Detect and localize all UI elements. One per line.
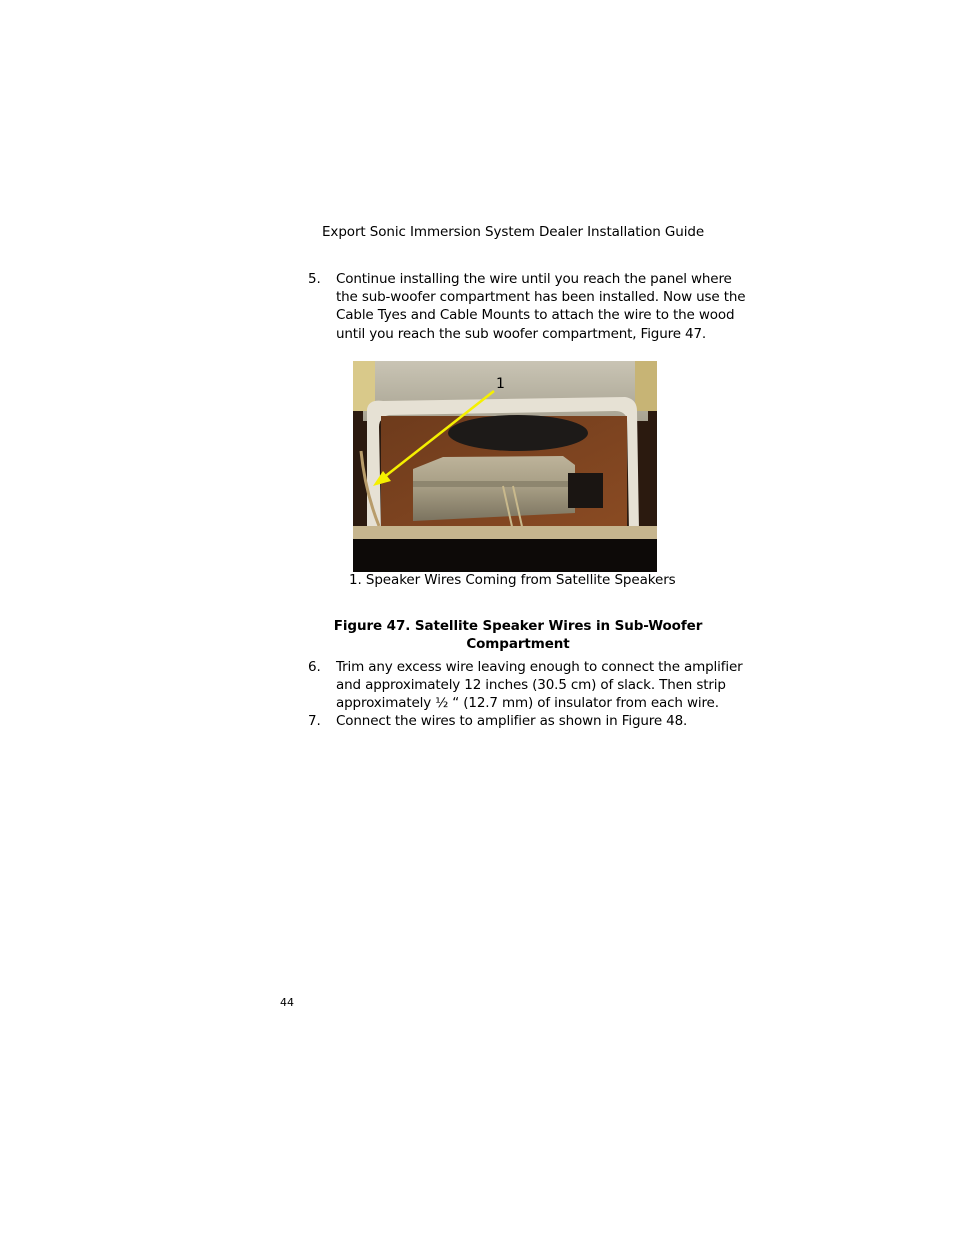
step-5 xyxy=(308,270,746,343)
step-line: Cable Tyes and Cable Mounts to attach the wire to the wood xyxy=(336,307,735,324)
running-header: Export Sonic Immersion System Dealer Installation Guide xyxy=(322,224,705,240)
figure-title xyxy=(318,617,718,653)
callout-label: 1 xyxy=(496,376,505,392)
step-6 xyxy=(308,658,743,713)
step-line: until you reach the sub woofer compartment, Figure 47. xyxy=(336,325,707,342)
step-line: Trim any excess wire leaving enough to connect the amplifier xyxy=(336,659,743,675)
figure-title-line: Compartment xyxy=(466,636,570,652)
page-number: 44 xyxy=(280,996,294,1009)
step-number: 5. xyxy=(308,271,321,287)
step-text xyxy=(336,658,743,713)
figure-title-line: Figure 47. Satellite Speaker Wires in Sub-Woofer xyxy=(333,618,703,634)
step-7 xyxy=(308,712,736,730)
subwoofer-compartment-photo xyxy=(353,361,657,572)
step-line: and approximately 12 inches (30.5 cm) of slack. Then strip xyxy=(336,677,726,694)
step-text xyxy=(336,270,746,343)
step-number: 7. xyxy=(308,713,321,729)
step-text xyxy=(336,712,736,730)
step-line: Continue installing the wire until you reach the panel where xyxy=(336,271,732,287)
step-line: approximately ½ “ (12.7 mm) of insulator from each wire. xyxy=(336,695,719,712)
step-line: Connect the wires to amplifier as shown in Figure 48. xyxy=(336,713,688,729)
step-number: 6. xyxy=(308,659,321,675)
step-line: the sub-woofer compartment has been installed. Now use the xyxy=(336,289,746,306)
photo-caption: 1. Speaker Wires Coming from Satellite Speakers xyxy=(349,572,676,588)
